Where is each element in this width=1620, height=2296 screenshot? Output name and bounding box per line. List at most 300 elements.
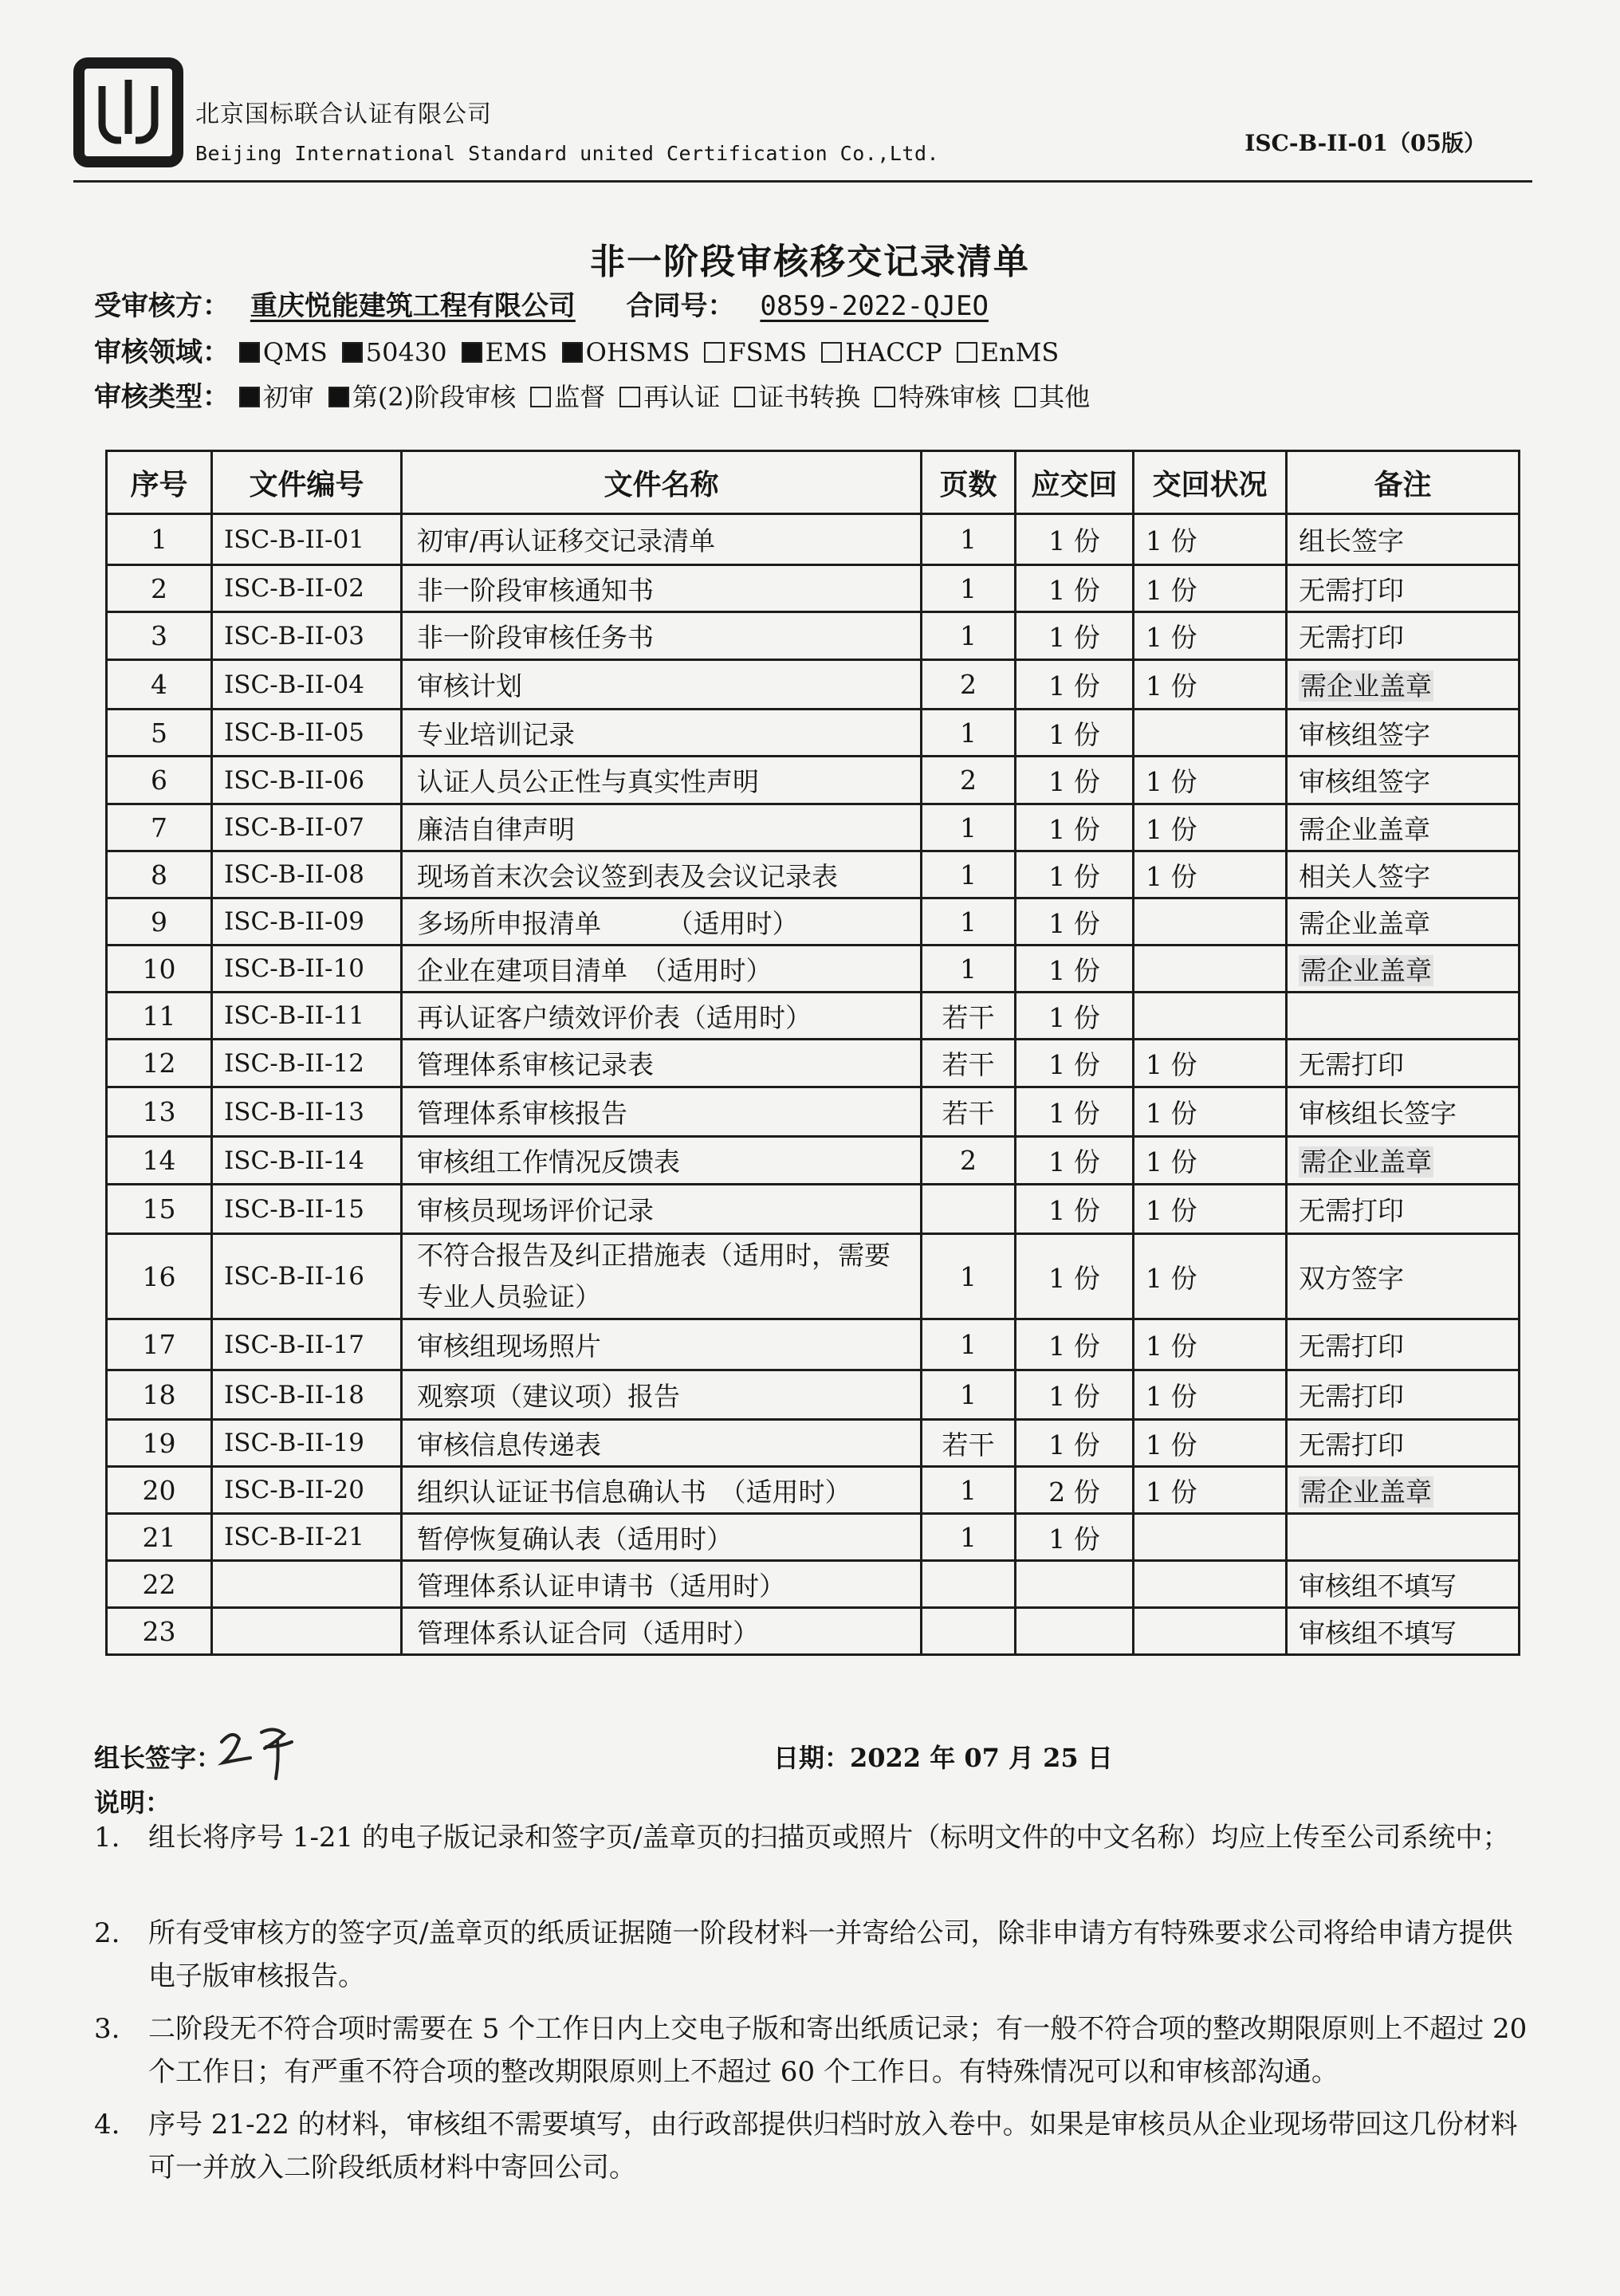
remark: [1287, 757, 1520, 804]
row-number: [107, 1137, 212, 1185]
contract-value: 0859-2022-QJEO: [760, 290, 989, 322]
return-status-text: 1 份: [1146, 1262, 1197, 1294]
return-status: [1134, 1137, 1287, 1185]
table-row: [107, 1137, 1520, 1185]
return-status-text: 1 份: [1146, 1429, 1197, 1461]
remark-text: 审核组长签字: [1299, 1098, 1457, 1129]
remark: [1287, 1420, 1520, 1467]
return-status: [1134, 757, 1287, 804]
page-count-text: 1: [960, 524, 977, 555]
audit-type-option[interactable]: [530, 382, 605, 412]
file-code-text: ISC-B-II-18: [224, 1380, 364, 1409]
remark: [1287, 514, 1520, 565]
page-count: [922, 1234, 1016, 1319]
remark: [1287, 1234, 1520, 1319]
row-number: [107, 1185, 212, 1234]
return-status: [1134, 565, 1287, 612]
table-row: [107, 565, 1520, 612]
page-count: [922, 946, 1016, 993]
column-header: 应交回: [1016, 451, 1134, 514]
page-count: [922, 1561, 1016, 1608]
return-status: [1134, 1370, 1287, 1420]
remark-text: 双方签字: [1299, 1262, 1404, 1294]
remark: [1287, 660, 1520, 710]
return-status-text: 1 份: [1146, 766, 1197, 797]
column-header: 序号: [107, 451, 212, 514]
remark-text: 无需打印: [1299, 1429, 1404, 1461]
page-count-text: 1: [960, 717, 977, 749]
row-number-text: 1: [151, 524, 167, 555]
return-status: [1134, 1467, 1287, 1514]
file-code: [212, 1185, 402, 1234]
row-number: [107, 565, 212, 612]
audit-domain-label: 审核领域：: [94, 336, 230, 368]
audit-type-option-label: 监督: [554, 382, 606, 412]
table-row: [107, 1040, 1520, 1087]
file-code-text: ISC-B-II-02: [224, 574, 364, 603]
domain-option-label: EnMS: [980, 337, 1060, 368]
file-code: [212, 1608, 402, 1655]
document-title: 非一阶段审核移交记录清单: [590, 242, 1030, 282]
due-copies: [1016, 1234, 1134, 1319]
row-number-text: 14: [142, 1145, 176, 1176]
file-code: [212, 660, 402, 710]
file-code-text: ISC-B-II-20: [224, 1476, 364, 1504]
page-count-text: 2: [960, 765, 977, 796]
audit-type-option-label: 初审: [262, 382, 314, 412]
return-status-text: 1 份: [1146, 670, 1197, 702]
page-count-text: 2: [960, 1145, 977, 1176]
due-copies: [1016, 710, 1134, 757]
domain-option[interactable]: [704, 337, 807, 368]
page-count-text: 1: [960, 620, 977, 651]
row-number: [107, 1087, 212, 1137]
return-status-text: 1 份: [1146, 1049, 1197, 1080]
row-number-text: 4: [151, 669, 167, 700]
due-copies: [1016, 804, 1134, 851]
audit-type-option[interactable]: [1015, 382, 1090, 412]
file-name: [402, 1234, 922, 1319]
file-name: [402, 1319, 922, 1370]
table-row: [107, 993, 1520, 1040]
remark: [1287, 565, 1520, 612]
domain-option[interactable]: [562, 337, 690, 368]
page-count-text: 1: [960, 1521, 977, 1553]
page-count: [922, 1467, 1016, 1514]
logo-mark-icon: [85, 69, 172, 156]
row-number-text: 18: [142, 1379, 176, 1410]
table-body: [107, 514, 1520, 1655]
file-name: [402, 1608, 922, 1655]
file-name-text: 认证人员公正性与真实性声明: [417, 766, 759, 797]
page-count: [922, 851, 1016, 898]
remark: [1287, 1467, 1520, 1514]
file-code: [212, 1319, 402, 1370]
table-row: [107, 1185, 1520, 1234]
file-name-text: 初审/再认证移交记录清单: [417, 525, 716, 556]
row-number-text: 22: [142, 1568, 176, 1600]
row-number-text: 8: [151, 859, 167, 890]
file-name-text: 管理体系认证合同（适用时）: [417, 1617, 759, 1649]
file-name-text: 暂停恢复确认表（适用时）: [417, 1523, 733, 1555]
file-name-text: 现场首末次会议签到表及会议记录表: [417, 860, 838, 892]
audit-type-checkbox-icon[interactable]: [530, 387, 551, 407]
domain-checkbox-icon[interactable]: [821, 342, 842, 363]
file-code: [212, 1040, 402, 1087]
row-number-text: 2: [151, 572, 167, 604]
due-copies: [1016, 1467, 1134, 1514]
remark-text: 无需打印: [1299, 1049, 1404, 1080]
remark: [1287, 946, 1520, 993]
row-number: [107, 514, 212, 565]
table-row: [107, 1514, 1520, 1561]
domain-option-label: 50430: [365, 337, 447, 368]
row-number: [107, 1561, 212, 1608]
page-count: [922, 1370, 1016, 1420]
file-name: [402, 1561, 922, 1608]
file-name-text: 管理体系认证申请书（适用时）: [417, 1570, 785, 1602]
page-count-text: 若干: [942, 1098, 995, 1129]
file-code-text: ISC-B-II-11: [224, 1001, 364, 1030]
row-number-text: 21: [142, 1521, 176, 1553]
file-name: [402, 1467, 922, 1514]
file-name-text: 非一阶段审核任务书: [417, 622, 654, 653]
file-code-text: ISC-B-II-08: [224, 860, 364, 889]
domain-checkbox-icon[interactable]: [342, 342, 363, 363]
audit-type-option-label: 证书转换: [758, 382, 861, 412]
row-number-text: 15: [142, 1193, 176, 1225]
row-number: [107, 1514, 212, 1561]
document-code: ISC-B-II-01（05版）: [1244, 130, 1486, 156]
note-item: [94, 1912, 1529, 1998]
file-code-text: ISC-B-II-13: [224, 1097, 364, 1126]
table-row: [107, 1420, 1520, 1467]
due-copies: [1016, 757, 1134, 804]
table-row: [107, 1561, 1520, 1608]
file-name-text: 不符合报告及纠正措施表（适用时，需要专业人员验证）: [417, 1240, 891, 1312]
remark-text: 无需打印: [1299, 1195, 1404, 1226]
remark: [1287, 1608, 1520, 1655]
due-copies: [1016, 993, 1134, 1040]
page-count: [922, 1137, 1016, 1185]
file-code: [212, 946, 402, 993]
file-name-text: 管理体系审核报告: [417, 1098, 627, 1129]
file-code: [212, 1467, 402, 1514]
file-code-text: ISC-B-II-04: [224, 670, 364, 699]
file-code: [212, 1087, 402, 1137]
due-copies: [1016, 1514, 1134, 1561]
audit-type-option[interactable]: [239, 382, 314, 412]
file-name-text: 管理体系审核记录表: [417, 1049, 654, 1080]
file-name: [402, 514, 922, 565]
return-status: [1134, 1561, 1287, 1608]
due-copies: [1016, 851, 1134, 898]
return-status-text: 1 份: [1146, 1476, 1197, 1508]
remark-text: 需企业盖章: [1300, 1476, 1432, 1508]
file-name-text: 审核信息传递表: [417, 1429, 601, 1461]
note-number: 3.: [94, 2013, 120, 2045]
row-number: [107, 898, 212, 946]
domain-option[interactable]: [239, 337, 328, 368]
file-code: [212, 851, 402, 898]
remark: [1287, 1087, 1520, 1137]
auditee-value: 重庆悦能建筑工程有限公司: [250, 290, 576, 322]
note-number: 1.: [94, 1822, 120, 1854]
audit-type-label: 审核类型：: [94, 381, 230, 413]
table-row: [107, 1467, 1520, 1514]
return-status-text: 1 份: [1146, 574, 1197, 606]
page-count: [922, 1319, 1016, 1370]
file-name: [402, 710, 922, 757]
row-number: [107, 993, 212, 1040]
domain-option[interactable]: [957, 337, 1060, 368]
page-count: [922, 1040, 1016, 1087]
row-number: [107, 1420, 212, 1467]
due-copies-text: 1 份: [1048, 718, 1100, 750]
due-copies-text: 1 份: [1048, 1381, 1100, 1412]
return-status: [1134, 710, 1287, 757]
page-count: [922, 1087, 1016, 1137]
domain-option-label: HACCP: [845, 337, 942, 368]
row-number-text: 10: [142, 953, 176, 985]
file-code-text: ISC-B-II-14: [224, 1146, 364, 1175]
page-count-text: 1: [960, 859, 977, 890]
audit-type-option[interactable]: [734, 382, 860, 412]
file-code-text: ISC-B-II-05: [224, 718, 364, 747]
file-name: [402, 851, 922, 898]
remark-text: 无需打印: [1299, 574, 1404, 606]
return-status: [1134, 1319, 1287, 1370]
row-number: [107, 660, 212, 710]
domain-checkbox-icon[interactable]: [239, 342, 260, 363]
file-code-text: ISC-B-II-12: [224, 1048, 364, 1078]
file-code-text: ISC-B-II-07: [224, 813, 364, 842]
file-name-text: 专业培训记录: [417, 718, 575, 750]
return-status: [1134, 804, 1287, 851]
table-row: [107, 710, 1520, 757]
due-copies-text: 1 份: [1048, 907, 1100, 939]
page-count-text: 1: [960, 572, 977, 604]
return-status-text: 1 份: [1146, 1195, 1197, 1226]
remark-text: 需企业盖章: [1299, 907, 1430, 939]
note-item: [94, 2007, 1529, 2094]
file-name: [402, 660, 922, 710]
page-count-text: 1: [960, 1260, 977, 1292]
return-status: [1134, 1040, 1287, 1087]
audit-type-checkbox-icon[interactable]: [239, 387, 260, 407]
table-row: [107, 1608, 1520, 1655]
file-name: [402, 1185, 922, 1234]
file-name-text: 审核员现场评价记录: [417, 1195, 654, 1226]
contract-label: 合同号：: [626, 290, 735, 322]
page-count-text: 2: [960, 669, 977, 700]
due-copies-text: 1 份: [1048, 525, 1100, 556]
file-code: [212, 757, 402, 804]
page-count: [922, 660, 1016, 710]
column-header: 备注: [1287, 451, 1520, 514]
domain-checkbox-icon[interactable]: [704, 342, 725, 363]
remark-text: 审核组不填写: [1299, 1570, 1457, 1602]
domain-option[interactable]: [462, 337, 548, 368]
file-code-text: ISC-B-II-21: [224, 1523, 364, 1551]
note-text: 组长将序号 1-21 的电子版记录和签字页/盖章页的扫描页或照片（标明文件的中文名称）均应上传至公司系统中；: [148, 1822, 1510, 1854]
file-code: [212, 612, 402, 660]
return-status: [1134, 898, 1287, 946]
return-status: [1134, 1185, 1287, 1234]
return-status-text: 1 份: [1146, 525, 1197, 556]
due-copies: [1016, 1561, 1134, 1608]
due-copies-text: 1 份: [1048, 1049, 1100, 1080]
audit-type-option[interactable]: [328, 382, 516, 412]
file-name: [402, 1370, 922, 1420]
row-number-text: 11: [142, 1000, 176, 1032]
remark-text: 审核组不填写: [1299, 1617, 1457, 1649]
file-name-text: 审核组现场照片: [417, 1331, 601, 1362]
audit-type-option-label: 再认证: [643, 382, 721, 412]
row-number-text: 16: [142, 1260, 176, 1292]
remark-text: 需企业盖章: [1300, 1146, 1432, 1177]
return-status-text: 1 份: [1146, 1331, 1197, 1362]
remark: [1287, 612, 1520, 660]
file-code: [212, 1514, 402, 1561]
domain-option[interactable]: [821, 337, 942, 368]
due-copies-text: 1 份: [1048, 813, 1100, 845]
remark-text: 无需打印: [1299, 1381, 1404, 1412]
return-status-text: 1 份: [1146, 1381, 1197, 1412]
file-code-text: ISC-B-II-16: [224, 1262, 364, 1291]
file-name-text: 审核组工作情况反馈表: [417, 1146, 680, 1177]
file-name-text: 审核计划: [417, 670, 522, 702]
column-header: 文件编号: [212, 451, 402, 514]
note-number: 4.: [94, 2109, 120, 2141]
due-copies: [1016, 514, 1134, 565]
file-code-text: ISC-B-II-15: [224, 1194, 364, 1224]
audit-type-options: [239, 381, 1104, 413]
column-header: 交回状况: [1134, 451, 1287, 514]
due-copies: [1016, 1370, 1134, 1420]
audit-type-option[interactable]: [875, 382, 1001, 412]
row-number: [107, 1234, 212, 1319]
return-status: [1134, 612, 1287, 660]
table-row: [107, 804, 1520, 851]
page-count: [922, 757, 1016, 804]
handover-table: [105, 450, 1520, 1656]
audit-type-checkbox-icon[interactable]: [328, 387, 349, 407]
due-copies: [1016, 1137, 1134, 1185]
remark-text: 审核组签字: [1299, 718, 1430, 750]
file-name: [402, 1087, 922, 1137]
due-copies: [1016, 1319, 1134, 1370]
file-code: [212, 804, 402, 851]
domain-option-label: OHSMS: [585, 337, 690, 368]
file-code: [212, 514, 402, 565]
return-status: [1134, 660, 1287, 710]
file-code: [212, 898, 402, 946]
domain-option[interactable]: [342, 337, 447, 368]
table-row: [107, 898, 1520, 946]
auditee-line: [94, 284, 989, 323]
company-name-en: Beijing International Standard united Certification Co.,Ltd.: [195, 142, 940, 165]
domain-option-label: FSMS: [728, 337, 808, 368]
remark-text: 无需打印: [1299, 622, 1404, 653]
row-number-text: 17: [142, 1329, 176, 1360]
table-row: [107, 946, 1520, 993]
page-count: [922, 565, 1016, 612]
return-status: [1134, 514, 1287, 565]
table-row: [107, 660, 1520, 710]
file-name-text: 企业在建项目清单 （适用时）: [417, 954, 773, 986]
file-name: [402, 565, 922, 612]
due-copies-text: 1 份: [1048, 1098, 1100, 1129]
domain-checkbox-icon[interactable]: [562, 342, 583, 363]
remark: [1287, 710, 1520, 757]
return-status: [1134, 1514, 1287, 1561]
table-row: [107, 1370, 1520, 1420]
note-item: [94, 2103, 1529, 2189]
remark: [1287, 1319, 1520, 1370]
file-name: [402, 1137, 922, 1185]
due-copies-text: 1 份: [1048, 766, 1100, 797]
file-code: [212, 1420, 402, 1467]
table-row: [107, 1319, 1520, 1370]
row-number: [107, 1467, 212, 1514]
row-number-text: 9: [151, 906, 167, 938]
file-name-text: 廉洁自律声明: [417, 813, 575, 845]
table-row: [107, 514, 1520, 565]
row-number: [107, 946, 212, 993]
due-copies-text: 1 份: [1048, 1523, 1100, 1555]
return-status: [1134, 851, 1287, 898]
file-code-text: ISC-B-II-10: [224, 954, 364, 983]
file-name: [402, 898, 922, 946]
audit-domain-options: [239, 336, 1074, 368]
page-count: [922, 1420, 1016, 1467]
note-text: 二阶段无不符合项时需要在 5 个工作日内上交电子版和寄出纸质记录；有一般不符合项的整改期限原则上不超过 20 个工作日；有严重不符合项的整改期限原则上不超过 60 个工作日。有特殊情况可以和审核部沟通。: [148, 2013, 1528, 2088]
due-copies-text: 1 份: [1048, 954, 1100, 986]
audit-type-checkbox-icon[interactable]: [875, 387, 895, 407]
table-row: [107, 757, 1520, 804]
file-name: [402, 946, 922, 993]
domain-checkbox-icon[interactable]: [462, 342, 482, 363]
row-number-text: 7: [151, 812, 167, 843]
domain-checkbox-icon[interactable]: [957, 342, 977, 363]
audit-type-checkbox-icon[interactable]: [619, 387, 640, 407]
table-row: [107, 1234, 1520, 1319]
file-code-text: ISC-B-II-06: [224, 765, 364, 795]
file-name: [402, 1420, 922, 1467]
audit-type-checkbox-icon[interactable]: [1015, 387, 1036, 407]
file-name-text: 组织认证证书信息确认书 （适用时）: [417, 1476, 851, 1508]
page-count-text: 1: [960, 953, 977, 985]
return-status: [1134, 1608, 1287, 1655]
page-count-text: 1: [960, 1379, 977, 1410]
table-row: [107, 851, 1520, 898]
remark-text: 无需打印: [1299, 1331, 1404, 1362]
row-number-text: 20: [142, 1474, 176, 1506]
audit-type-checkbox-icon[interactable]: [734, 387, 755, 407]
audit-type-option-label: 特殊审核: [898, 382, 1001, 412]
row-number: [107, 1319, 212, 1370]
due-copies-text: 1 份: [1048, 1331, 1100, 1362]
file-code-text: ISC-B-II-09: [224, 907, 364, 936]
due-copies-text: 1 份: [1048, 670, 1100, 702]
page-count: [922, 1608, 1016, 1655]
row-number: [107, 757, 212, 804]
due-copies-text: 1 份: [1048, 1429, 1100, 1461]
audit-type-option[interactable]: [619, 382, 720, 412]
remark-text: 需企业盖章: [1300, 670, 1432, 702]
row-number: [107, 1608, 212, 1655]
